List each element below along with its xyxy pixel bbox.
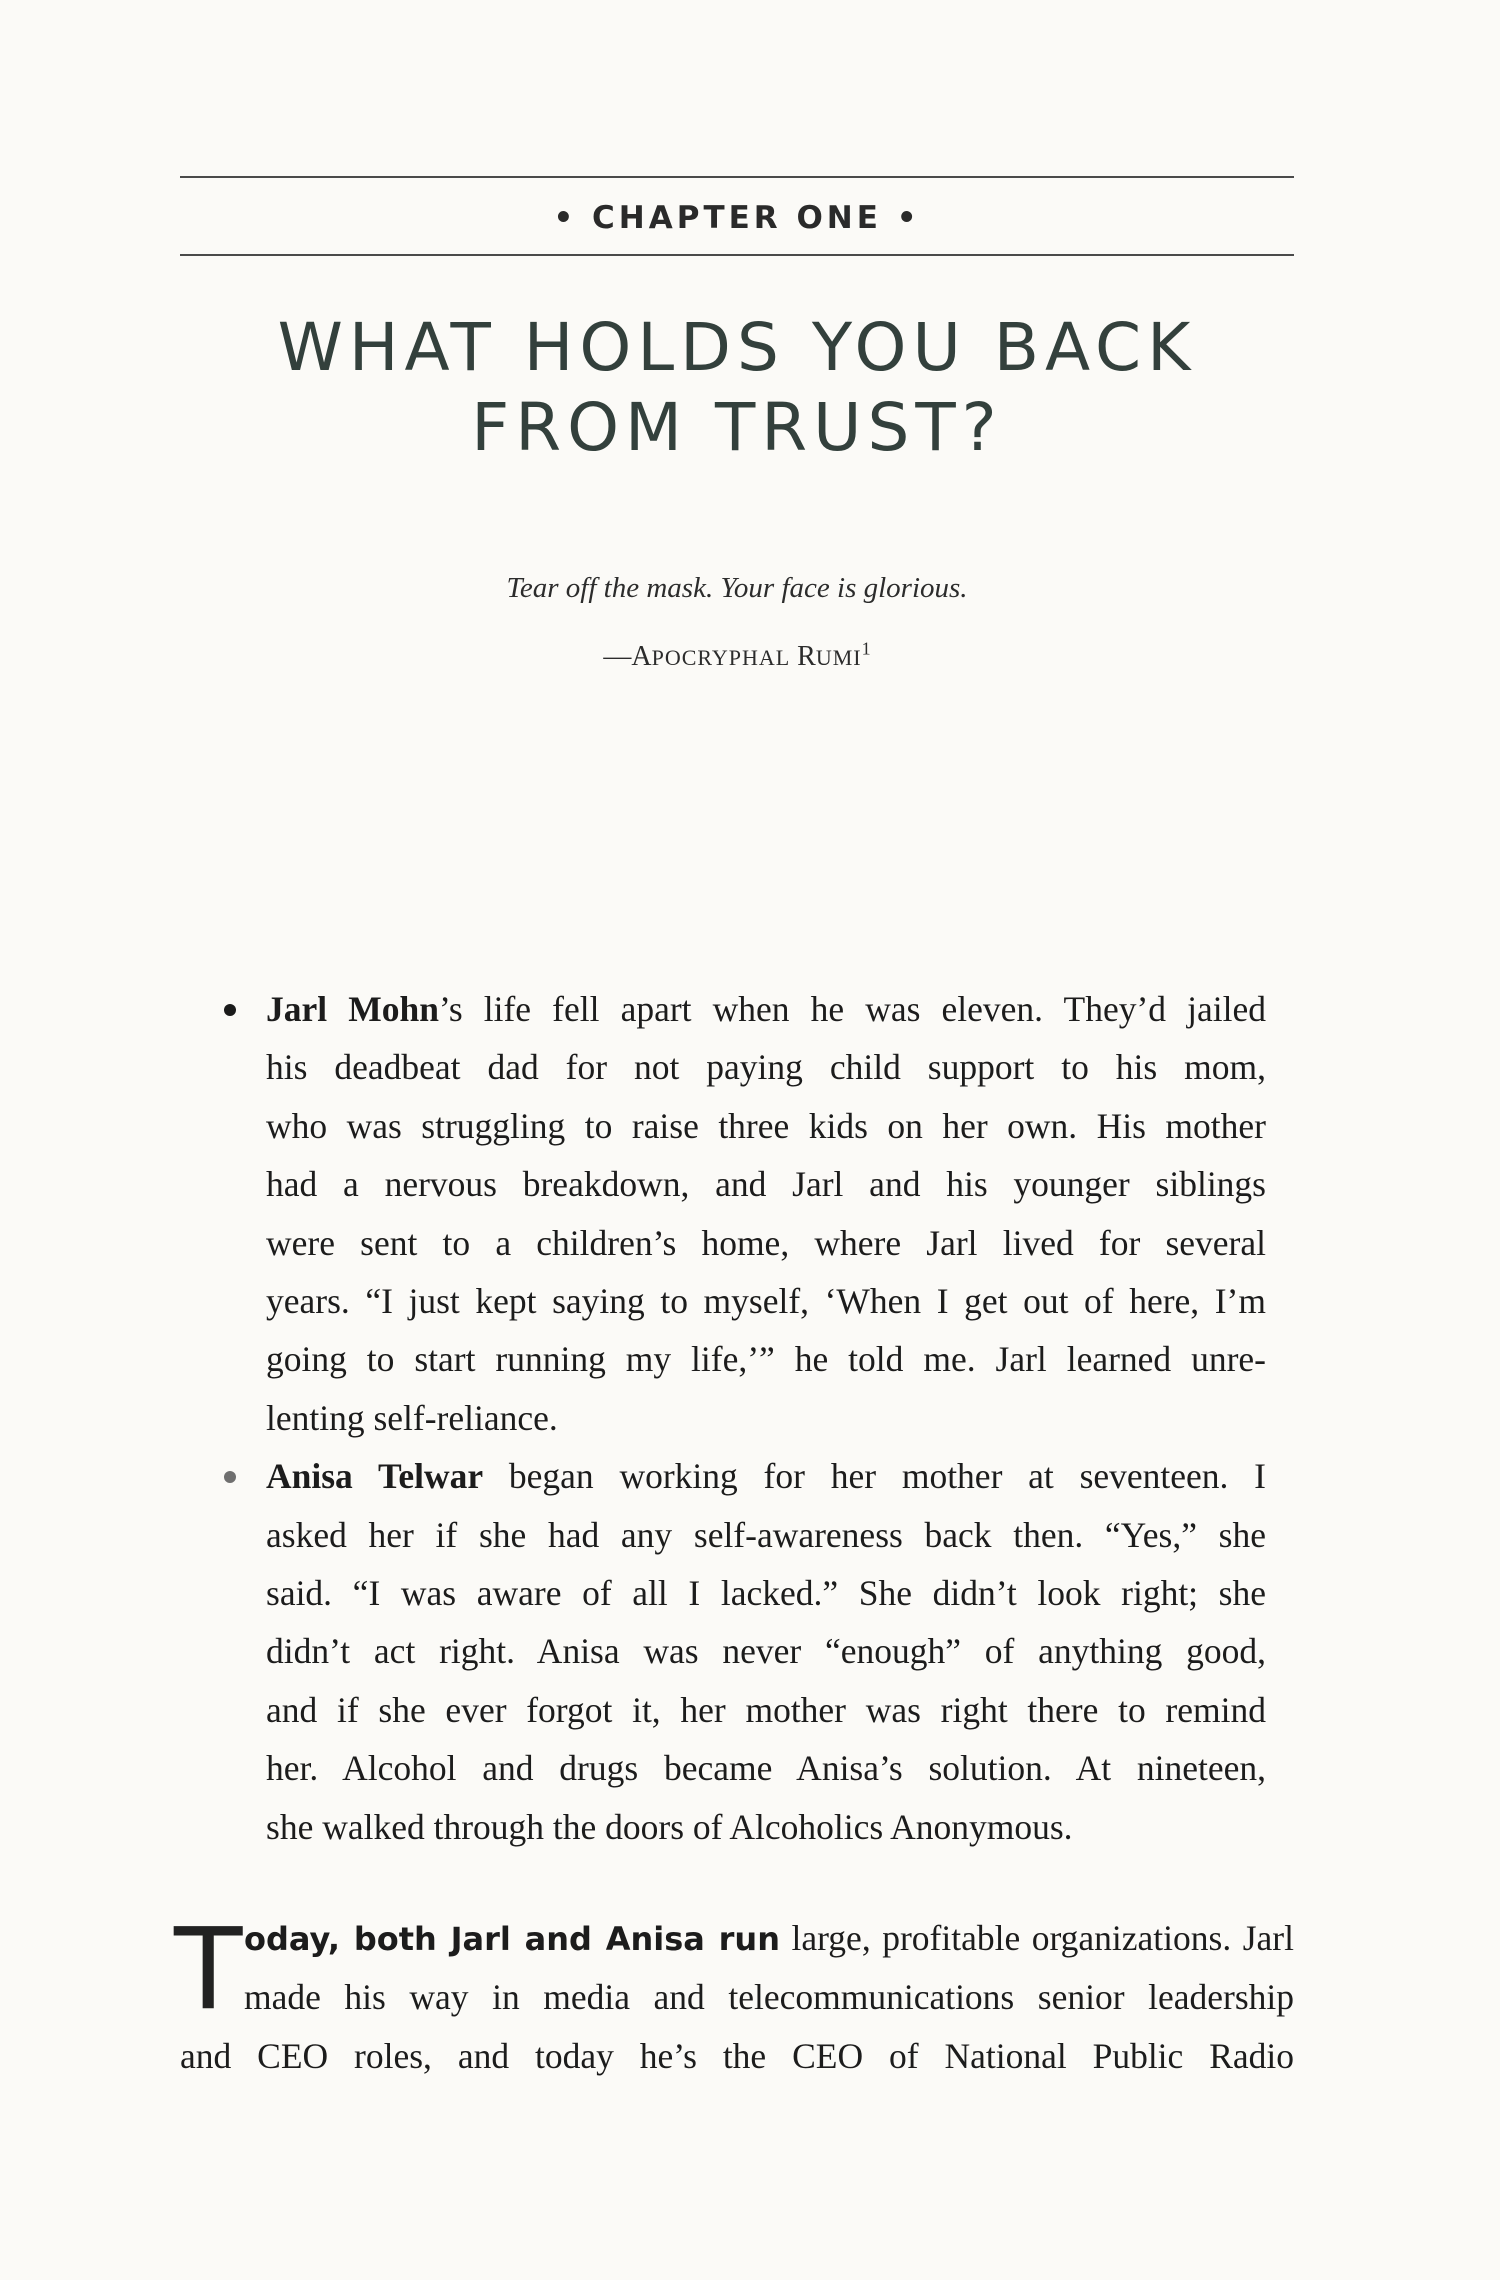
attribution-smallcaps: UMI [815,645,862,670]
person-name: Anisa Telwar [266,1456,484,1497]
epigraph-attribution [180,638,1294,673]
attribution-initial: R [797,641,816,672]
footnote-marker: 1 [861,638,871,659]
chapter-title-line: WHAT HOLDS YOU BACK [277,309,1197,386]
bullet-line: asked her if she had any self-awareness back then. “Yes,” she [266,1514,1266,1555]
bullet-line: said. “I was aware of all I lacked.” She didn’t look right; she [266,1573,1266,1614]
bullet-item-jarl [266,980,1266,1447]
bullet-line: she walked through the doors of Alcoholics Anonymous. [266,1806,1073,1847]
bullet-dot-icon [224,1471,236,1483]
bullet-line [266,980,1266,1038]
bullet-line: his deadbeat dad for not paying child support to his mom, [266,1047,1266,1088]
bullet-line: her. Alcohol and drugs became Anisa’s solution. At nineteen, [266,1748,1266,1789]
bullet-list [266,980,1266,1856]
chapter-label: • CHAPTER ONE • [553,200,921,236]
bullet-line: and if she ever forgot it, her mother was right there to remind [266,1689,1266,1730]
chapter-bottom-rule [180,254,1294,256]
bullet-line: were sent to a children’s home, where Jarl lived for several [266,1222,1266,1263]
bullet-line: didn’t act right. Anisa was never “enough” of anything good, [266,1631,1266,1672]
bullet-text: began working for her mother at seventeen. I [483,1456,1266,1497]
person-name: Jarl Mohn [266,989,439,1029]
attribution-smallcaps: POCRYPHAL [651,645,791,670]
bullet-line: going to start running my life,’” he told me. Jarl learned unre- [266,1339,1266,1380]
chapter-top-rule [180,176,1294,178]
epigraph-quote: Tear off the mask. Your face is glorious. [506,572,968,604]
drop-cap: T [174,1905,243,2035]
paragraph-line: and CEO roles, and today he’s the CEO of National Public Radio [180,2035,1294,2076]
bullet-line: years. “I just kept saying to myself, ‘When I get out of here, I’m [266,1281,1266,1322]
epigraph [180,572,1294,673]
paragraph-line [180,1909,1294,1968]
paragraph-lead-in: oday, both Jarl and Anisa run [244,1920,780,1958]
chapter-title [180,308,1294,468]
bullet-item-anisa [266,1447,1266,1856]
bullet-line: who was struggling to raise three kids on her own. His mother [266,1105,1266,1146]
paragraph-line: made his way in media and telecommunications senior leadership [244,1977,1294,2018]
bullet-text: ’s life fell apart when he was eleven. They’d jailed [438,989,1266,1029]
bullet-line: had a nervous breakdown, and Jarl and his younger siblings [266,1164,1266,1205]
attribution-dash: — [603,641,632,672]
bullet-dot-icon [224,1004,236,1016]
chapter-title-line: FROM TRUST? [471,389,1003,466]
paragraph-text: large, profitable organizations. Jarl [779,1918,1294,1958]
bullet-line [266,1447,1266,1505]
attribution-initial: A [631,641,652,672]
body-paragraph [174,1905,1294,2085]
bullet-line: lenting self-reliance. [266,1397,558,1438]
